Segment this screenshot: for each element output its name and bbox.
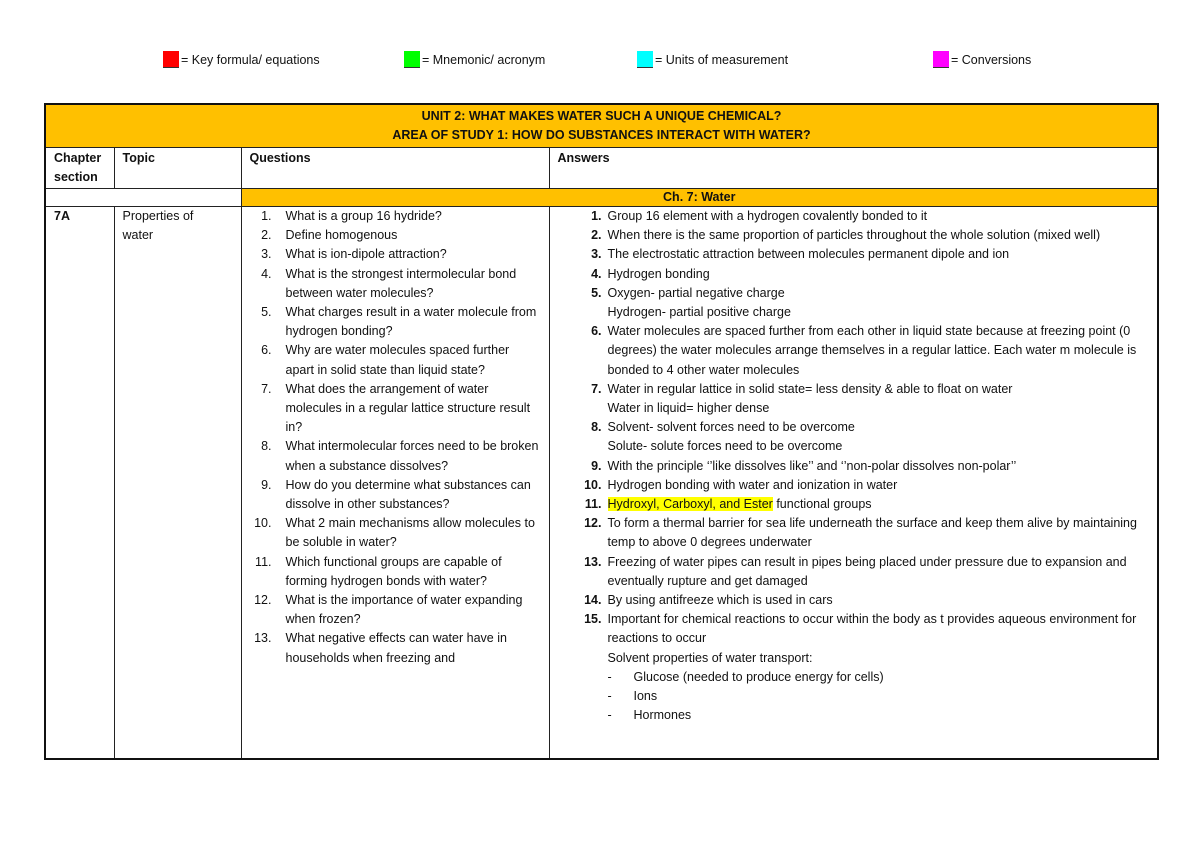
header-text: Chapter — [54, 151, 102, 165]
question-number: 7. — [261, 381, 272, 396]
answer-item — [550, 591, 1150, 610]
question-number: 8. — [261, 439, 272, 454]
answer-text: Group 16 element with a hydrogen covalently bonded to it — [607, 209, 928, 223]
list-item — [242, 514, 541, 552]
answer-text: Solvent- solvent forces need to be overcome — [607, 420, 855, 435]
unit-header — [45, 104, 1158, 148]
question-number: 5. — [261, 305, 272, 320]
dash-bullet: - — [607, 689, 612, 704]
answer-continuation: Hydrogen- partial positive charge — [607, 305, 791, 320]
question-text: What is ion-dipole attraction? — [285, 247, 447, 262]
bullet-item — [550, 687, 1150, 706]
answer-number: 12. — [584, 516, 602, 531]
answer-number: 9. — [591, 458, 602, 473]
answer-item — [550, 265, 1150, 284]
answer-item — [550, 226, 1150, 245]
answer-text: Hydrogen bonding with water and ionization in water — [607, 477, 898, 492]
answer-text: Water molecules are spaced further from each other in liquid state because at freezing point (0 degrees) the water molecules arrange themselves in a regular lattice. Each water m molecule is bonded to 4 other water molecules — [607, 324, 1137, 377]
answer-item — [550, 245, 1150, 264]
question-text: Why are water molecules spaced further apart in solid state than liquid state? — [285, 343, 510, 377]
questions-header: Questions — [241, 148, 549, 189]
header-text: section — [54, 170, 98, 184]
list-item — [242, 591, 541, 629]
topic-text: Properties of — [122, 209, 194, 223]
answers-cell — [549, 207, 1158, 760]
answer-text: By using antifreeze which is used in cars — [607, 593, 833, 608]
answers-header: Answers — [549, 148, 1158, 189]
list-item — [242, 207, 541, 226]
study-table — [44, 103, 1159, 760]
question-text: Which functional groups are capable of forming hydrogen bonds with water? — [285, 554, 502, 588]
answer-item — [550, 284, 1150, 303]
answer-number: 1. — [591, 209, 602, 223]
answer-text: With the principle ‘’like dissolves like’’ and ‘’non-polar dissolves non-polar’’ — [607, 458, 1017, 473]
list-item — [242, 265, 541, 303]
answer-text: Important for chemical reactions to occur within the body as t provides aqueous environment for reactions to occur — [607, 612, 1137, 646]
answer-number: 7. — [591, 381, 602, 396]
answer-item — [550, 380, 1150, 399]
legend-item-conversions — [933, 51, 1031, 68]
answer-number: 14. — [584, 593, 602, 608]
answer-number: 6. — [591, 324, 602, 339]
question-number: 1. — [261, 209, 272, 223]
answer-continuation: Water in liquid= higher dense — [607, 401, 770, 416]
list-item — [242, 341, 541, 379]
legend-item-key-formula — [163, 51, 320, 68]
answer-item — [550, 457, 1150, 476]
chapter-section-header — [45, 148, 114, 189]
legend-item-mnemonic — [404, 51, 545, 68]
question-text: What does the arrangement of water molecules in a regular lattice structure result in? — [285, 381, 531, 435]
question-number: 6. — [261, 343, 272, 358]
question-number: 12. — [254, 593, 272, 608]
answer-number: 2. — [591, 228, 602, 243]
bullet-text: Ions — [633, 689, 658, 704]
answer-number: 3. — [591, 247, 602, 262]
magenta-swatch-icon — [933, 51, 949, 68]
answer-text: To form a thermal barrier for sea life underneath the surface and keep them alive by maintaining temp to above 0 degrees underwater — [607, 516, 1137, 550]
questions-list — [242, 207, 541, 668]
topic-header: Topic — [114, 148, 241, 189]
bullet-item — [550, 706, 1150, 725]
bullet-text: Hormones — [633, 708, 692, 723]
question-text: What is the importance of water expanding when frozen? — [285, 593, 523, 627]
bullet-text: Glucose (needed to produce energy for cells) — [633, 669, 884, 684]
answer-number: 5. — [591, 285, 602, 300]
green-swatch-icon — [404, 51, 420, 68]
answer-continuation: Solute- solute forces need to be overcome — [607, 439, 843, 454]
highlighted-text: Hydroxyl, Carboxyl, and Ester — [607, 497, 773, 512]
question-number: 3. — [261, 247, 272, 262]
cyan-swatch-icon — [637, 51, 653, 68]
answer-text — [608, 495, 1150, 514]
section-code: 7A — [45, 207, 114, 760]
answer-text: Freezing of water pipes can result in pipes being placed under pressure due to expansion and eventually rupture and get damaged — [607, 554, 1127, 588]
answer-text: Oxygen- partial negative charge — [607, 285, 785, 300]
question-text: What charges result in a water molecule from hydrogen bonding? — [285, 305, 537, 339]
question-text: What is the strongest intermolecular bond between water molecules? — [285, 266, 517, 300]
list-item — [242, 476, 541, 514]
question-text: What 2 main mechanisms allow molecules to be soluble in water? — [285, 516, 535, 550]
question-text: What is a group 16 hydride? — [285, 209, 442, 223]
legend-label: = Mnemonic/ acronym — [422, 52, 546, 67]
answer-item — [550, 207, 1150, 226]
list-item — [242, 245, 541, 264]
red-swatch-icon — [163, 51, 179, 68]
legend-item-units — [637, 51, 788, 68]
question-text: Define homogenous — [285, 228, 398, 243]
question-text: What negative effects can water have in households when freezing and — [285, 631, 507, 665]
question-text: What intermolecular forces need to be broken when a substance dissolves? — [285, 439, 539, 473]
list-item — [242, 303, 541, 341]
topic-cell — [114, 207, 241, 760]
dash-bullet: - — [607, 669, 612, 684]
answer-number: 8. — [591, 420, 602, 435]
answer-number: 10. — [584, 477, 602, 492]
list-item — [242, 226, 541, 245]
answer-item — [550, 610, 1150, 648]
answer-continuation: Solvent properties of water transport: — [607, 650, 813, 665]
list-item — [242, 437, 541, 475]
questions-cell — [241, 207, 549, 760]
answer-item — [550, 418, 1150, 437]
answer-number: 15. — [584, 612, 602, 627]
answer-item — [550, 514, 1150, 552]
question-number: 9. — [261, 477, 272, 492]
question-number: 11. — [255, 554, 272, 569]
chapter-title: Ch. 7: Water — [241, 189, 1158, 207]
answer-number: 13. — [584, 554, 602, 569]
answer-text: Hydrogen bonding — [607, 266, 710, 281]
question-number: 2. — [261, 228, 272, 243]
legend-label: = Key formula/ equations — [181, 52, 320, 67]
answer-item — [550, 553, 1150, 591]
answer-item — [550, 495, 1150, 514]
question-number: 13. — [254, 631, 272, 646]
answer-text: The electrostatic attraction between molecules permanent dipole and ion — [607, 247, 1010, 262]
list-item — [242, 553, 541, 591]
list-item — [242, 380, 541, 438]
answer-text: Water in regular lattice in solid state= less density & able to float on water — [607, 381, 1013, 396]
question-text: How do you determine what substances can dissolve in other substances? — [285, 477, 531, 512]
answer-text-rest: functional groups — [772, 497, 872, 512]
legend-label: = Units of measurement — [655, 52, 789, 67]
answer-item — [550, 476, 1150, 495]
answer-number: 4. — [591, 266, 602, 281]
answer-number: 11. — [584, 497, 602, 512]
answer-text: When there is the same proportion of particles throughout the whole solution (mixed well) — [607, 228, 1101, 243]
area-of-study-title: AREA OF STUDY 1: HOW DO SUBSTANCES INTERACT WITH WATER? — [392, 128, 811, 142]
list-item — [242, 629, 541, 667]
bullet-item — [550, 668, 1150, 687]
answer-item — [550, 322, 1150, 380]
chapter-row-blank — [45, 189, 241, 207]
unit-title: UNIT 2: WHAT MAKES WATER SUCH A UNIQUE CHEMICAL? — [421, 109, 782, 123]
question-number: 10. — [254, 516, 272, 531]
topic-text: water — [122, 228, 154, 243]
color-legend — [0, 51, 1200, 73]
question-number: 4. — [261, 266, 272, 281]
legend-label: = Conversions — [951, 52, 1032, 67]
dash-bullet: - — [607, 708, 612, 723]
